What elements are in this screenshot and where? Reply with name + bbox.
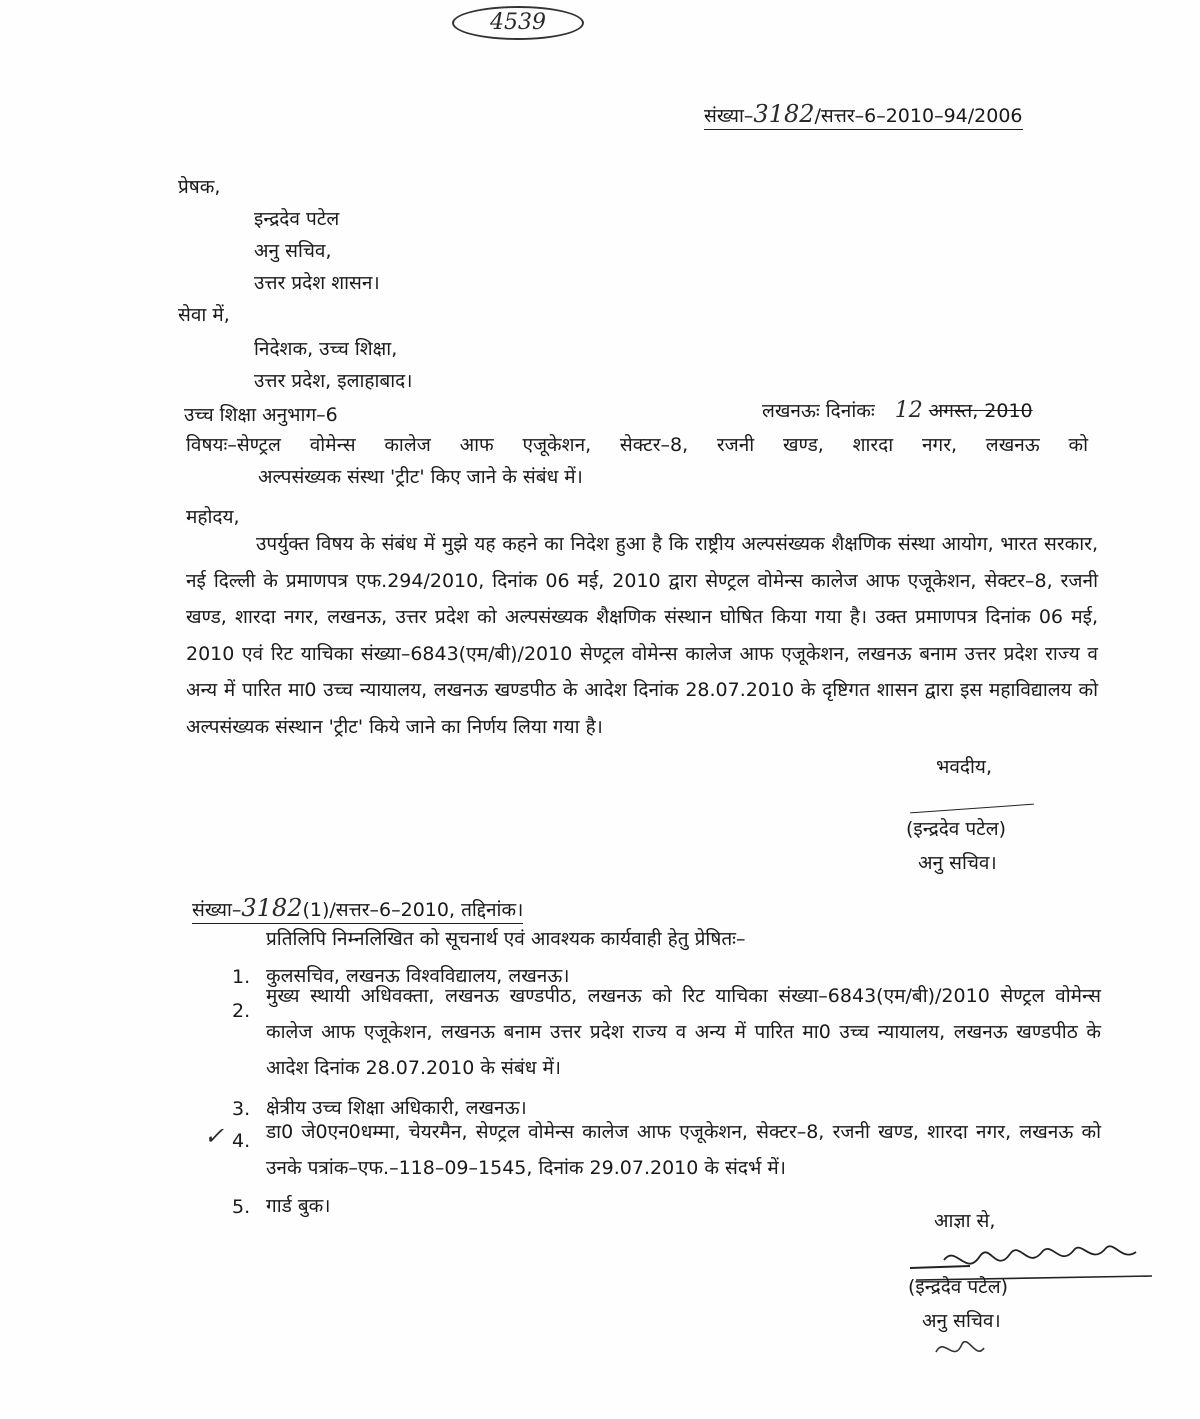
closing-phrase: भवदीय, xyxy=(936,756,992,778)
copy-item-number: 2. xyxy=(232,1000,251,1022)
copy-item-number: 4. xyxy=(232,1130,251,1152)
sender-office: उत्तर प्रदेश शासन। xyxy=(254,272,380,294)
copy-item-number: 3. xyxy=(232,1098,251,1120)
letter-date: लखनऊः दिनांकः 12 अगस्त, 2010 xyxy=(762,398,1033,423)
section-name: उच्च शिक्षा अनुभाग–6 xyxy=(184,404,338,426)
handwritten-day: 12 xyxy=(894,398,923,423)
recipient-designation: निदेशक, उच्च शिक्षा, xyxy=(254,338,398,360)
signature-stroke-1 xyxy=(910,804,1034,814)
subject-line-1: विषयः–सेण्ट्रल वोमेन्स कालेज आफ एजूकेशन, सेक्टर–8, रजनी खण्ड, शारदा नगर, लखनऊ को xyxy=(186,434,1088,456)
subject-line-2: अल्पसंख्यक संस्था 'ट्रीट' किए जाने के संबंध में। xyxy=(258,466,583,488)
copy-item-number: 5. xyxy=(232,1196,251,1218)
copy-item-text: गार्ड बुक। xyxy=(266,1195,331,1217)
file-number-stamp: 4539 xyxy=(452,6,584,40)
handwritten-tick-mark: ✓ xyxy=(204,1122,225,1150)
handwritten-copy-ref-number: 3182 xyxy=(241,894,303,922)
sender-label: प्रेषक, xyxy=(178,176,221,198)
handwritten-initials xyxy=(930,1330,990,1370)
copy-item-text: क्षेत्रीय उच्च शिक्षा अधिकारी, लखनऊ। xyxy=(266,1097,527,1119)
handwritten-ref-number: 3182 xyxy=(753,100,815,128)
reference-number-top: संख्या–3182/सत्तर–6–2010–94/2006 xyxy=(704,100,1023,128)
signatory-2-designation: अनु सचिव। xyxy=(922,1310,1001,1332)
copy-item-text: डा0 जे0एन0धम्मा, चेयरमैन, सेण्ट्रल वोमेन्स कालेज आफ एजूकेशन, सेक्टर–8, रजनी खण्ड, शारदा नगर, लखनऊ को उनके पत्रांक–एफ.–118–09–1545, दिनांक 29.07.2010 के संदर्भ में। xyxy=(266,1121,1101,1179)
reference-number-copy: संख्या–3182(1)/सत्तर–6–2010, तद्दिनांक। xyxy=(192,894,524,922)
sender-name: इन्द्रदेव पटेल xyxy=(254,208,340,230)
copy-item-text: मुख्य स्थायी अधिवक्ता, लखनऊ खण्डपीठ, लखनऊ को रिट याचिका संख्या–6843(एम/बी)/2010 सेण्ट्रल वोमेन्स कालेज आफ एजूकेशन, लखनऊ बनाम उत्तर प्रदेश राज्य व अन्य में पारित मा0 उच्च न्यायालय, लखनऊ खण्डपीठ के आदेश दिनांक 28.07.2010 के संबंध में। xyxy=(266,985,1101,1079)
copy-item-text: कुलसचिव, लखनऊ विश्वविद्यालय, लखनऊ। xyxy=(266,965,570,987)
by-order-label: आज्ञा से, xyxy=(934,1210,996,1232)
signatory-1-designation: अनु सचिव। xyxy=(918,852,997,874)
signatory-2-name: (इन्द्रदेव पटेल) xyxy=(908,1276,1009,1298)
copy-item-number: 1. xyxy=(232,966,251,988)
body-text: उपर्युक्त विषय के संबंध में मुझे यह कहने का निदेश हुआ है कि राष्ट्रीय अल्पसंख्यक शैक्षणिक संस्था आयोग, भारत सरकार, नई दिल्ली के प्रमाणपत्र एफ.294/2010, दिनांक 06 मई, 2010 द्वारा सेण्ट्रल वोमेन्स कालेज आफ एजूकेशन, सेक्टर–8, रजनी खण्ड, शारदा नगर, लखनऊ, उत्तर प्रदेश को अल्पसंख्यक शैक्षणिक संस्थान घोषित किया गया है। उक्त प्रमाणपत्र दिनांक 06 मई, 2010 एवं रिट याचिका संख्या–6843(एम/बी)/2010 सेण्ट्रल वोमेन्स कालेज आफ एजूकेशन, लखनऊ बनाम उत्तर प्रदेश राज्य व अन्य में पारित मा0 उच्च न्यायालय, लखनऊ खण्डपीठ के आदेश दिनांक 28.07.2010 के दृष्टिगत शासन द्वारा इस महाविद्यालय को अल्पसंख्यक संस्थान 'ट्रीट' किये जाने का निर्णय लिया गया है। xyxy=(186,533,1098,738)
sender-designation: अनु सचिव, xyxy=(254,240,332,262)
signatory-1-name: (इन्द्रदेव पटेल) xyxy=(906,818,1007,840)
copy-intro: प्रतिलिपि निम्नलिखित को सूचनार्थ एवं आवश्यक कार्यवाही हेतु प्रेषितः– xyxy=(266,928,746,950)
salutation: महोदय, xyxy=(186,506,240,528)
recipient-label: सेवा में, xyxy=(178,304,230,326)
body-paragraph xyxy=(186,526,1098,745)
recipient-office: उत्तर प्रदेश, इलाहाबाद। xyxy=(254,370,413,392)
